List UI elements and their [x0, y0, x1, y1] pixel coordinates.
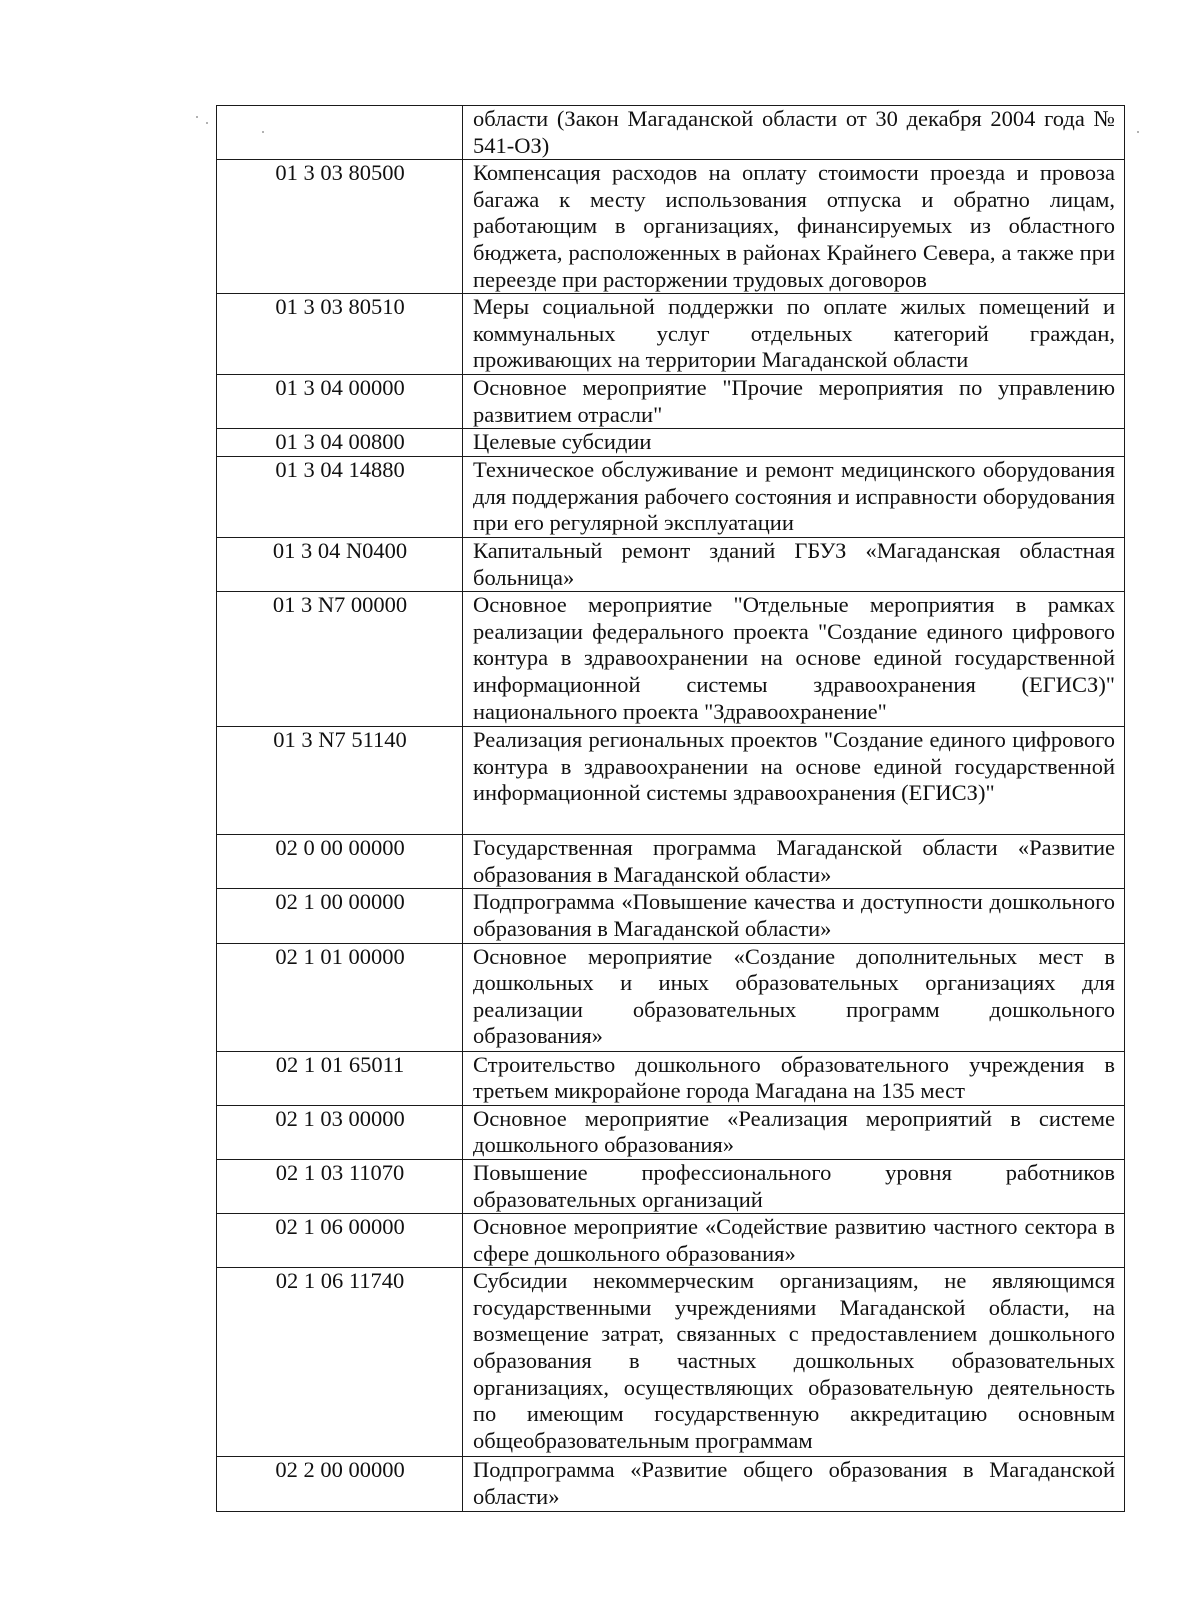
row-code: 01 3 03 80510 — [217, 294, 463, 375]
row-code: 01 3 04 00000 — [217, 375, 463, 429]
target-codes-table — [216, 105, 1125, 1512]
row-description: области (Закон Магаданской области от 30 декабря 2004 года № 541-ОЗ) — [463, 106, 1125, 160]
row-code: 02 1 03 00000 — [217, 1105, 463, 1159]
table-row — [217, 106, 1125, 160]
table-row — [217, 1159, 1125, 1213]
row-code: 02 1 01 00000 — [217, 943, 463, 1051]
row-code: 02 0 00 00000 — [217, 835, 463, 889]
table-row — [217, 1051, 1125, 1105]
table-row — [217, 429, 1125, 457]
row-code: 02 1 01 65011 — [217, 1051, 463, 1105]
row-description: Компенсация расходов на оплату стоимости проезда и провоза багажа к месту использования отпуска и обратно лицам, работающим в организациях, финансируемых из областного бюджета, расположенных в районах Крайнего Севера, а также при переезде при расторжении трудовых договоров — [463, 160, 1125, 294]
row-description: Подпрограмма «Развитие общего образования в Магаданской области» — [463, 1457, 1125, 1512]
row-description: Государственная программа Магаданской области «Развитие образования в Магаданской области» — [463, 835, 1125, 889]
scan-speck — [196, 116, 198, 118]
table-row — [217, 1105, 1125, 1159]
table-row — [217, 1457, 1125, 1512]
row-code: 02 1 06 11740 — [217, 1268, 463, 1457]
table-row — [217, 1268, 1125, 1457]
table-row — [217, 889, 1125, 943]
row-description: Основное мероприятие "Отдельные мероприятия в рамках реализации федерального проекта "Создание единого цифрового контура в здравоохранении на основе единой государственной информационной системы здравоохранения (ЕГИСЗ)" национального проекта "Здравоохранение" — [463, 592, 1125, 727]
row-description: Повышение профессионального уровня работников образовательных организаций — [463, 1159, 1125, 1213]
row-description: Основное мероприятие «Реализация мероприятий в системе дошкольного образования» — [463, 1105, 1125, 1159]
table-row — [217, 1214, 1125, 1268]
table-row — [217, 727, 1125, 835]
scan-speck — [1137, 131, 1139, 133]
row-code: 02 1 03 11070 — [217, 1159, 463, 1213]
row-description: Целевые субсидии — [463, 429, 1125, 457]
row-code: 01 3 N7 51140 — [217, 727, 463, 835]
row-description: Подпрограмма «Повышение качества и доступности дошкольного образования в Магаданской области» — [463, 889, 1125, 943]
row-description: Основное мероприятие «Содействие развитию частного сектора в сфере дошкольного образования» — [463, 1214, 1125, 1268]
row-code: 02 2 00 00000 — [217, 1457, 463, 1512]
table-row — [217, 592, 1125, 727]
table-row — [217, 294, 1125, 375]
table-row — [217, 835, 1125, 889]
row-description: Меры социальной поддержки по оплате жилых помещений и коммунальных услуг отдельных категорий граждан, проживающих на территории Магаданской области — [463, 294, 1125, 375]
row-code: 02 1 00 00000 — [217, 889, 463, 943]
row-code: 01 3 04 N0400 — [217, 537, 463, 591]
table-row — [217, 375, 1125, 429]
table-row — [217, 456, 1125, 537]
row-code: 02 1 06 00000 — [217, 1214, 463, 1268]
row-description: Основное мероприятие «Создание дополнительных мест в дошкольных и иных образовательных организациях для реализации образовательных программ дошкольного образования» — [463, 943, 1125, 1051]
table-row — [217, 537, 1125, 591]
row-description: Техническое обслуживание и ремонт медицинского оборудования для поддержания рабочего состояния и исправности оборудования при его регулярной эксплуатации — [463, 456, 1125, 537]
row-code — [217, 106, 463, 160]
row-description: Реализация региональных проектов "Создание единого цифрового контура в здравоохранении на основе единой государственной информационной системы здравоохранения (ЕГИСЗ)" — [463, 727, 1125, 835]
row-description: Субсидии некоммерческим организациям, не являющимся государственными учреждениями Магаданской области, на возмещение затрат, связанных с предоставлением дошкольного образования в частных дошкольных образовательных организациях, осуществляющих образовательную деятельность по имеющим государственную аккредитацию основным общеобразовательным программам — [463, 1268, 1125, 1457]
row-description: Основное мероприятие "Прочие мероприятия по управлению развитием отрасли" — [463, 375, 1125, 429]
table-row — [217, 943, 1125, 1051]
row-code: 01 3 N7 00000 — [217, 592, 463, 727]
row-code: 01 3 04 00800 — [217, 429, 463, 457]
row-description: Капитальный ремонт зданий ГБУЗ «Магаданская областная больница» — [463, 537, 1125, 591]
table-row — [217, 160, 1125, 294]
row-description: Строительство дошкольного образовательного учреждения в третьем микрорайоне города Магадана на 135 мест — [463, 1051, 1125, 1105]
scan-speck — [206, 122, 208, 124]
row-code: 01 3 03 80500 — [217, 160, 463, 294]
row-code: 01 3 04 14880 — [217, 456, 463, 537]
